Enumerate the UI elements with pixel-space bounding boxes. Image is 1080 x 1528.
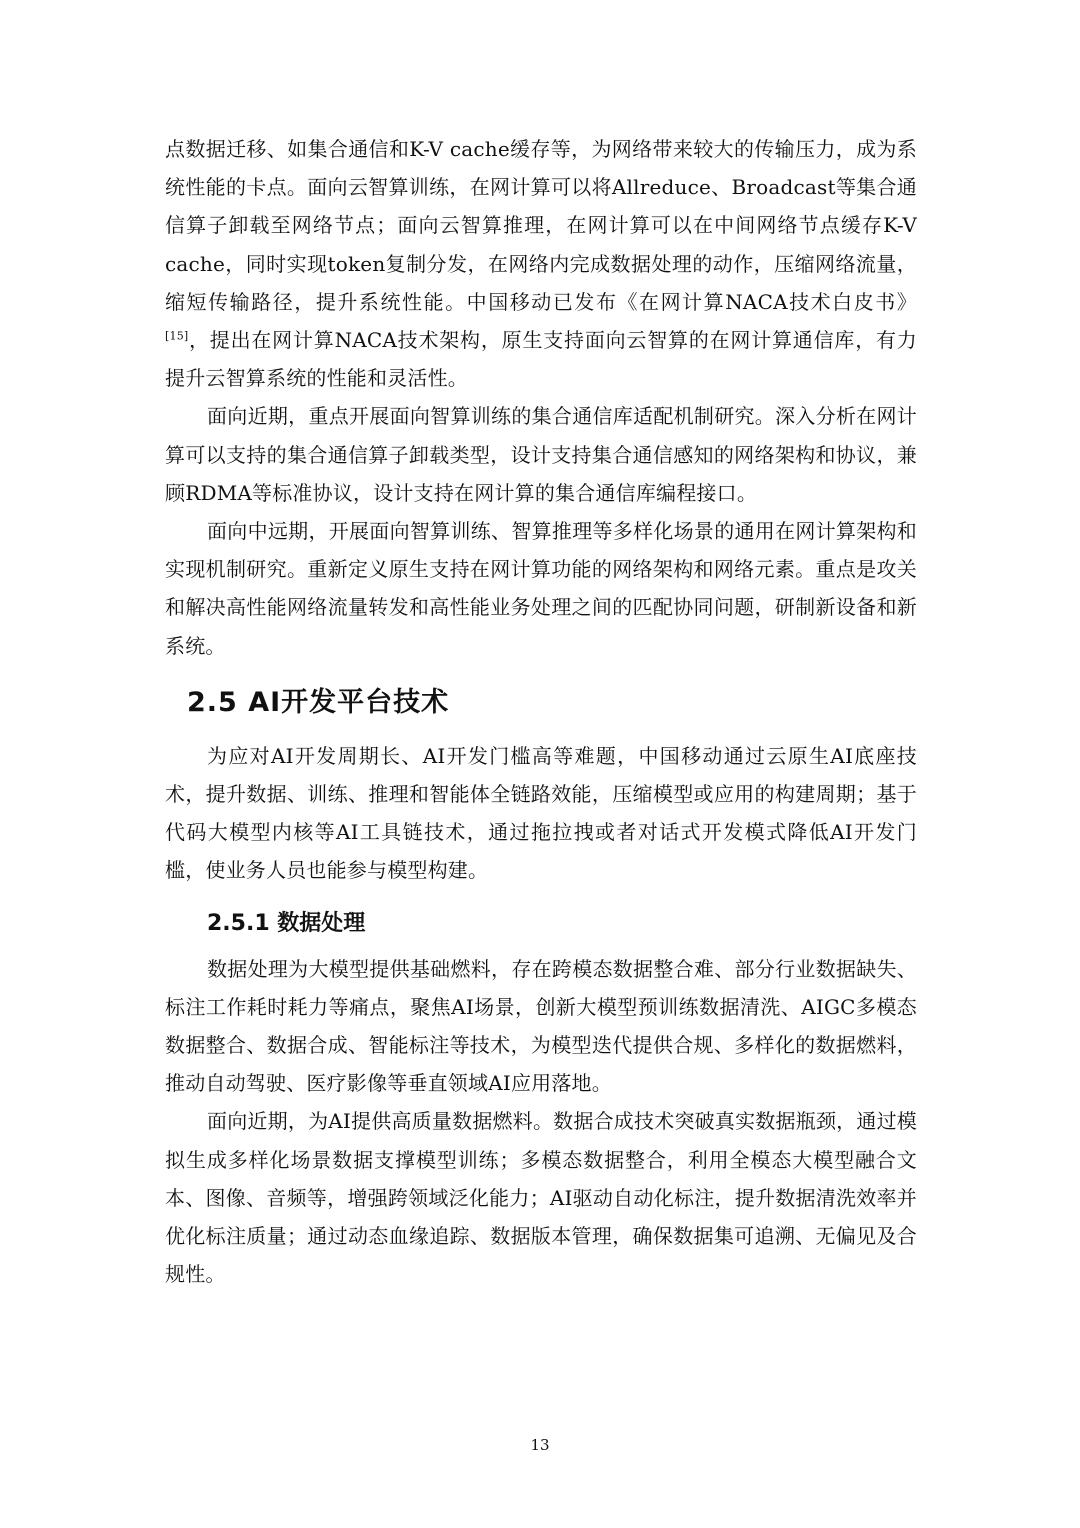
subsection-heading-data-processing: 2.5.1 数据处理 — [207, 910, 366, 936]
page-number: 13 — [530, 1436, 550, 1454]
paragraph-near-term-data: 面向近期，为AI提供高质量数据燃料。数据合成技术突破真实数据瓶颈，通过模拟生成多样化场景数据支撑模型训练；多模态数据整合，利用全模态大模型融合文本、图像、音频等，增强跨领域泛化能力；AI驱动自动化标注，提升数据清洗效率并优化标注质量；通过动态血缘追踪、数据版本管理，确保数据集可追溯、无偏见及合规性。 — [165, 1109, 917, 1287]
paragraph-near-term-training: 面向近期，重点开展面向智算训练的集合通信库适配机制研究。深入分析在网计算可以支持的集合通信算子卸载类型，设计支持集合通信感知的网络架构和协议，兼顾RDMA等标准协议，设计支持在网计算的集合通信库编程接口。 — [165, 404, 917, 505]
paragraph-text: 点数据迁移、如集合通信和K-V cache缓存等，为网络带来较大的传输压力，成为系统性能的卡点。面向云智算训练，在网计算可以将Allreduce、Broadcast等集合通信算子卸载至网络节点；面向云智算推理，在网计算可以在中间网络节点缓存K-V cache，同时实现token复制分发，在网络内完成数据处理的动作，压缩网络流量，缩短传输路径，提升系统性能。中国移动已发布《在网计算NACA技术白皮书》 — [165, 137, 917, 314]
paragraph-ai-dev-platform: 为应对AI开发周期长、AI开发门槛高等难题，中国移动通过云原生AI底座技术，提升数据、训练、推理和智能体全链路效能，压缩模型或应用的构建周期；基于代码大模型内核等AI工具链技术，通过拖拉拽或者对话式开发模式降低AI开发门槛，使业务人员也能参与模型构建。 — [165, 743, 917, 883]
document-body — [165, 130, 917, 1293]
paragraph-text: ，提出在网计算NACA技术架构，原生支持面向云智算的在网计算通信库，有力提升云智算系统的性能和灵活性。 — [165, 328, 917, 391]
paragraph-in-network-computing — [165, 130, 917, 397]
paragraph-mid-long-term: 面向中远期，开展面向智算训练、智算推理等多样化场景的通用在网计算架构和实现机制研究。重新定义原生支持在网计算功能的网络架构和网络元素。重点是攻关和解决高性能网络流量转发和高性能业务处理之间的匹配协同问题，研制新设备和新系统。 — [165, 519, 917, 658]
citation-mark: [15] — [165, 329, 189, 343]
section-heading-ai-dev-platform: 2.5 AI开发平台技术 — [187, 686, 450, 718]
paragraph-data-processing: 数据处理为大模型提供基础燃料，存在跨模态数据整合难、部分行业数据缺失、标注工作耗时耗力等痛点，聚焦AI场景，创新大模型预训练数据清洗、AIGC多模态数据整合、数据合成、智能标注等技术，为模型迭代提供合规、多样化的数据燃料，推动自动驾驶、医疗影像等垂直领域AI应用落地。 — [165, 956, 917, 1096]
